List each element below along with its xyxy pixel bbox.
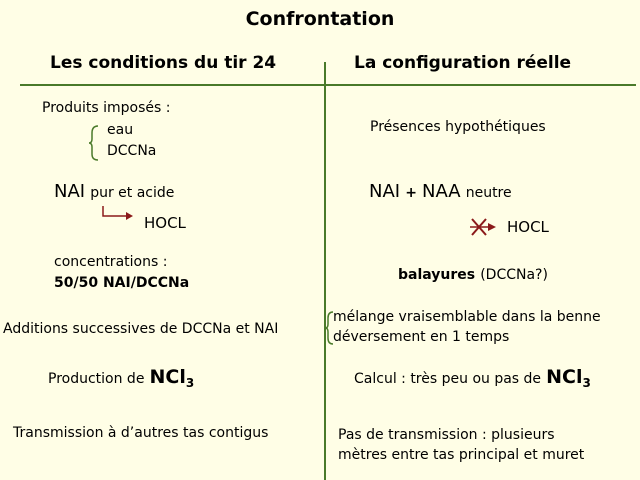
produit-dccna: DCCNa: [107, 143, 157, 159]
nai-right: NAI: [369, 181, 401, 202]
nai-line: [54, 181, 174, 202]
right-column-header: La configuration réelle: [354, 53, 572, 73]
curly-brace-icon: [88, 124, 100, 162]
melange-line-2: déversement en 1 temps: [333, 329, 510, 345]
calcul-chem: NCl: [546, 366, 583, 388]
page-title: Confrontation: [245, 8, 395, 30]
production-prefix: Production de: [48, 371, 145, 387]
melange-line-1: mélange vraisemblable dans la benne: [333, 309, 601, 325]
hocl-right: HOCL: [507, 218, 549, 236]
pas-transmission-1: Pas de transmission : plusieurs: [338, 427, 555, 443]
plus-sign: +: [405, 185, 417, 201]
pas-transmission-2: mètres entre tas principal et muret: [338, 447, 585, 463]
transmission-text: Transmission à d’autres tas contigus: [13, 425, 269, 441]
additions-text: Additions successives de DCCNa et NAI: [3, 321, 279, 337]
calcul-line: [354, 366, 591, 390]
balayures-rest: (DCCNa?): [480, 267, 548, 283]
concentrations-label: concentrations :: [54, 254, 168, 270]
production-line: [48, 366, 194, 390]
calcul-prefix: Calcul : très peu ou pas de: [354, 371, 542, 387]
balayures-bold: balayures: [398, 267, 476, 283]
additions-text-clip: [3, 318, 324, 337]
left-column-header: Les conditions du tir 24: [50, 53, 277, 73]
naa-text: NAA: [422, 181, 461, 202]
right-angle-arrow-icon: [102, 206, 136, 220]
hocl-left: HOCL: [144, 214, 186, 232]
neutre-text: neutre: [465, 185, 512, 201]
nai-text: NAI: [54, 181, 86, 202]
crossed-arrow-icon: [468, 216, 498, 238]
produits-label: Produits imposés :: [42, 100, 171, 116]
presences-text: Présences hypothétiques: [370, 119, 546, 135]
production-chem: NCl: [149, 366, 186, 388]
concentrations-value: 50/50 NAI/DCCNa: [54, 275, 190, 291]
vertical-divider: [324, 62, 326, 480]
horizontal-divider: [20, 84, 636, 86]
production-sub: 3: [185, 376, 195, 391]
produit-eau: eau: [107, 122, 134, 138]
nai-suffix: pur et acide: [90, 185, 175, 201]
calcul-sub: 3: [582, 376, 591, 391]
balayures-line: [398, 264, 548, 283]
nai-naa-line: [369, 181, 512, 202]
